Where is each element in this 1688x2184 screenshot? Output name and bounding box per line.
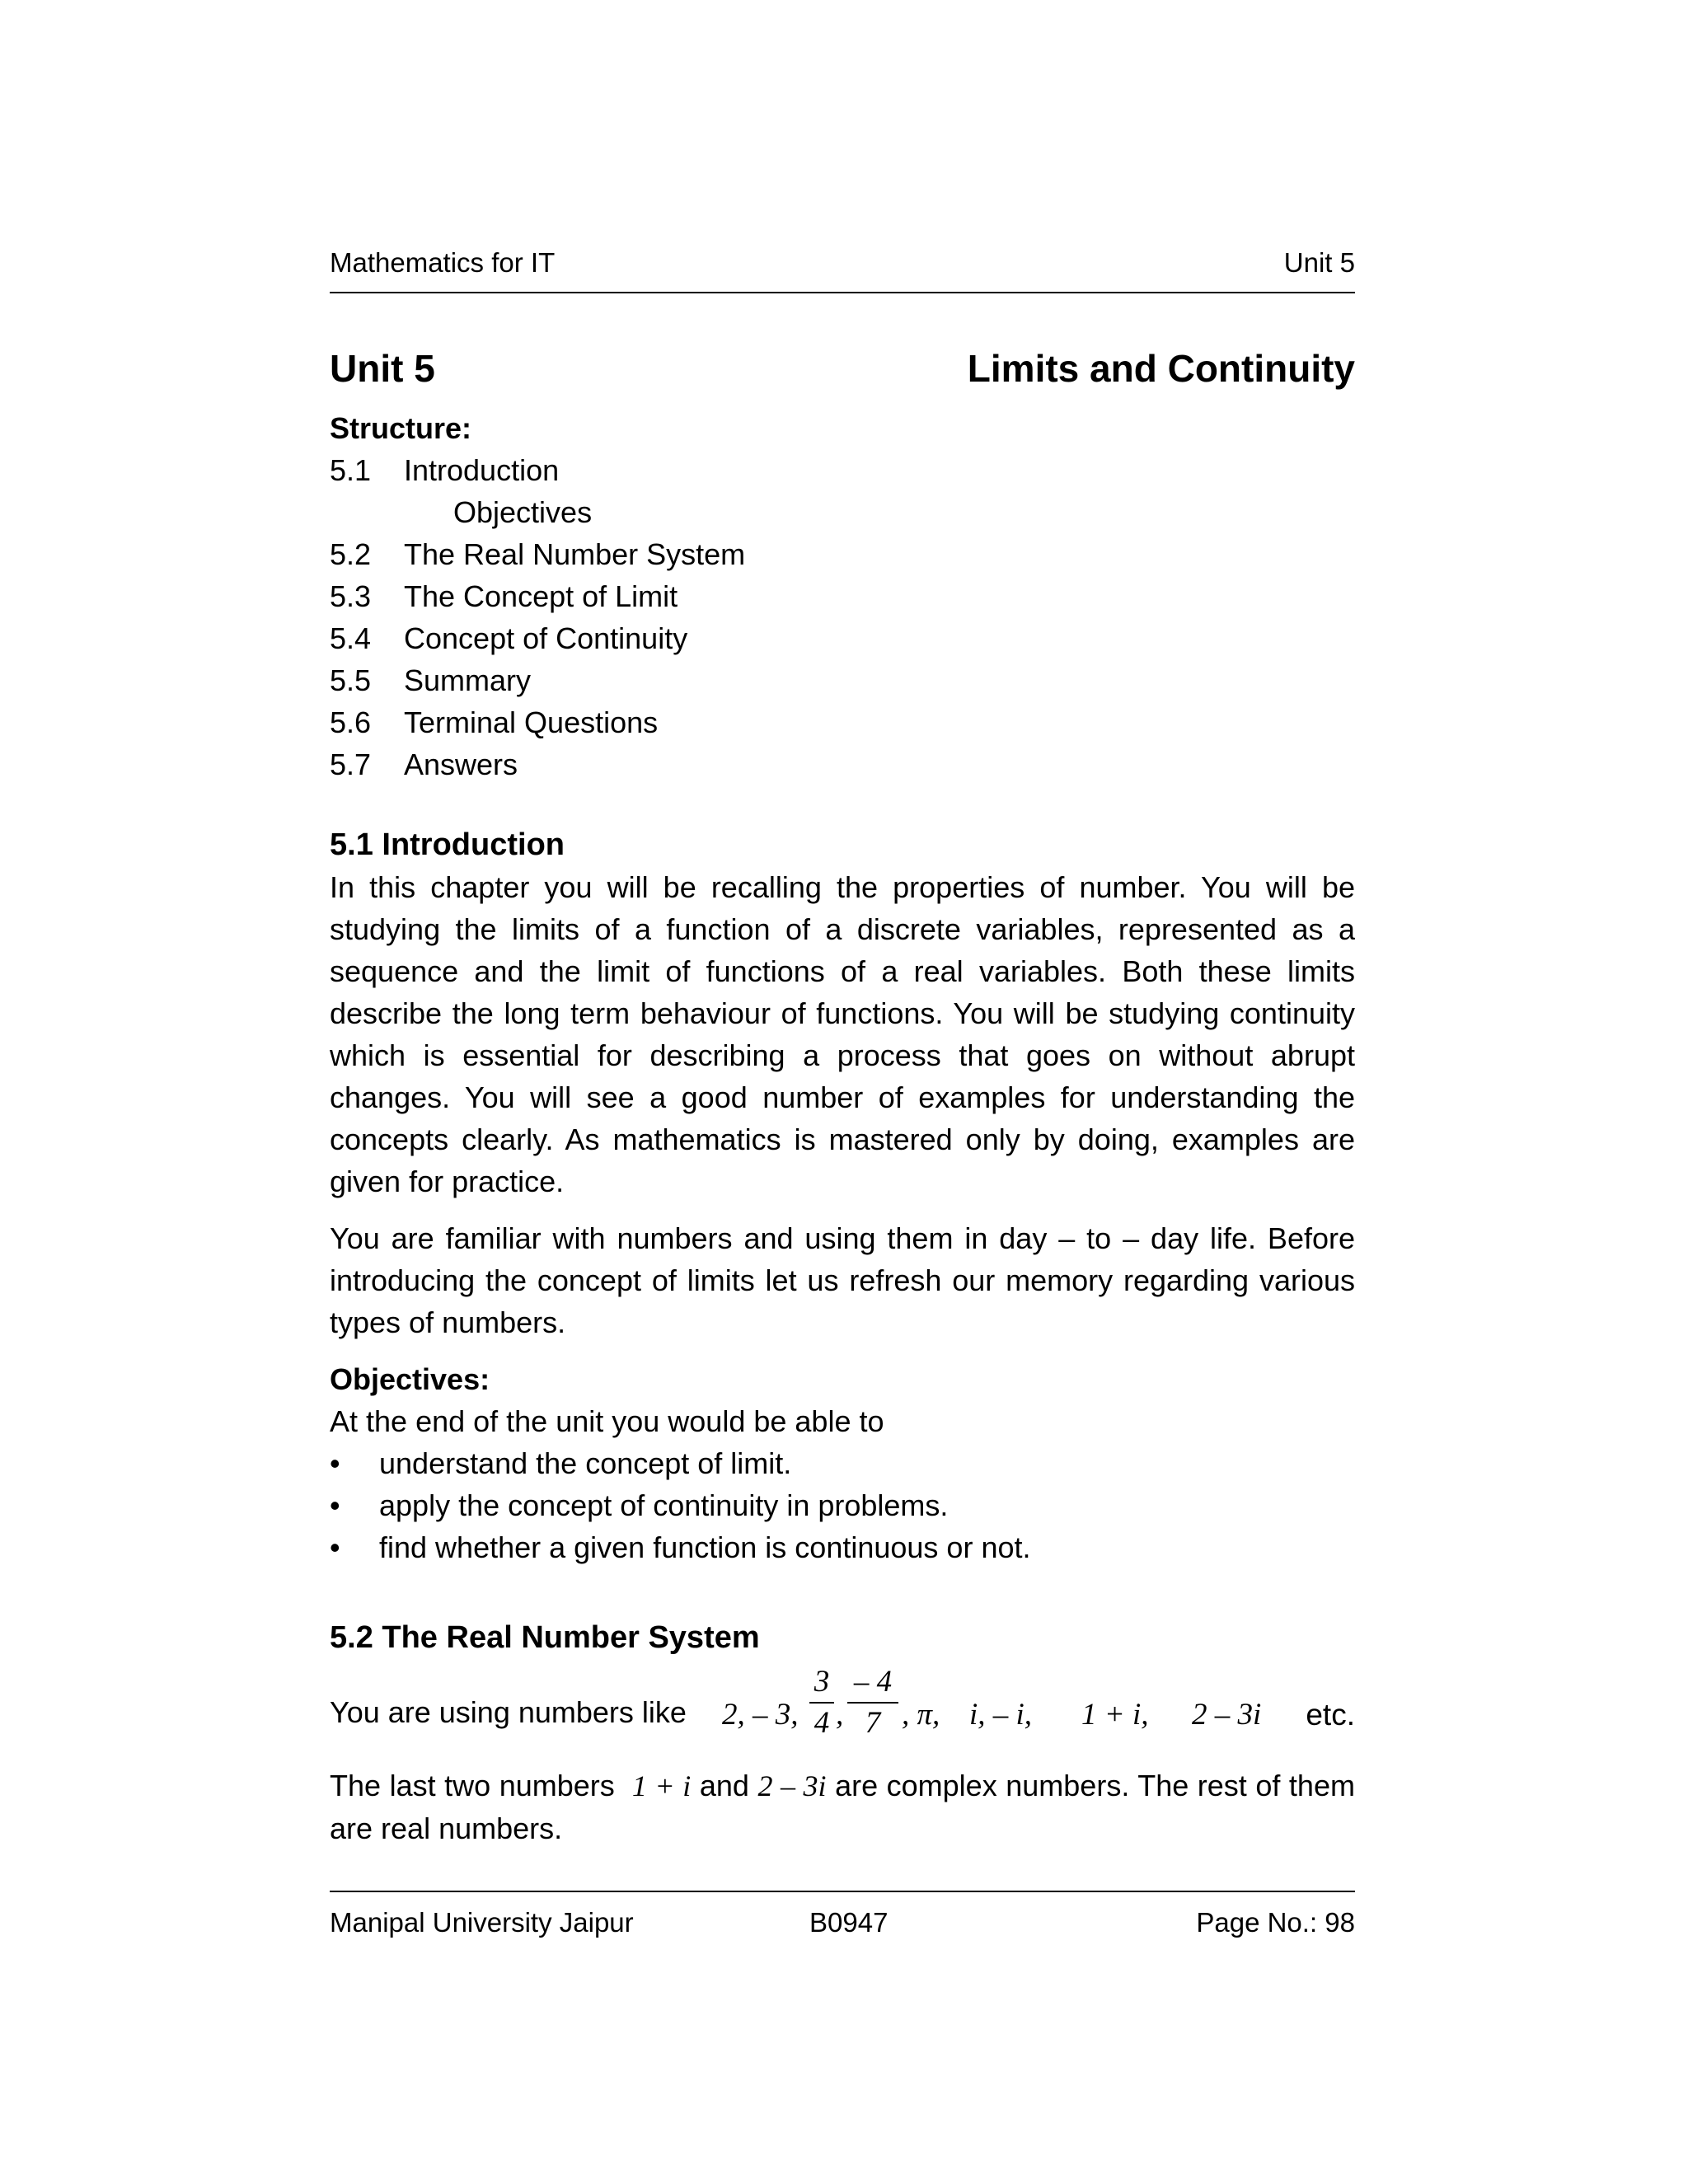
section-heading: 5.2 The Real Number System [330,1620,760,1655]
para-text: are complex numbers. The rest of them are real numbers. [330,1769,1355,1845]
objective-text: find whether a given function is continuous or not. [379,1530,1031,1564]
toc-item-title: The Concept of Limit [404,579,678,613]
running-header [330,247,1355,293]
math-pi: , π, [902,1698,940,1732]
toc-item [330,617,1355,659]
toc-item [330,701,1355,743]
toc-item-number: 5.4 [330,621,372,655]
fraction-numerator: – 4 [853,1665,893,1699]
structure-label: Structure: [330,411,472,445]
toc-item-number: 5.6 [330,705,372,739]
number-examples-line [330,1666,1355,1756]
math-etc: etc. [1306,1698,1355,1732]
toc-subitem: Objectives [453,495,593,529]
fraction-bar [847,1702,898,1704]
fraction-minus-four-sevenths [847,1666,898,1740]
fraction-numerator: 3 [814,1665,830,1699]
bullet-icon: • [330,1446,340,1480]
toc-item-number: 5.1 [330,453,372,487]
math-inline-2: 2 – 3i [757,1769,827,1802]
header-course-title: Mathematics for IT [330,247,556,278]
footer-code: B0947 [809,1907,889,1938]
toc-item-title: Answers [404,748,518,781]
header-unit-label: Unit 5 [1283,247,1355,278]
intro-paragraph-2: You are familiar with numbers and using them in day – to – day life. Before introducing the concept of limits let us refresh our memory regarding various types of numbers. [330,1221,1355,1339]
math-integers: 2, – 3, [722,1698,799,1732]
objective-text: apply the concept of continuity in problems. [379,1488,949,1522]
objective-text: understand the concept of limit. [379,1446,792,1480]
toc-item-number: 5.3 [330,579,372,613]
math-complex-2: 2 – 3i [1192,1698,1262,1732]
footer-page-number: Page No.: 98 [1196,1907,1355,1938]
number-examples-math [722,1666,1355,1756]
fraction-bar [809,1702,834,1704]
para-text: The last two numbers [330,1769,615,1802]
toc-item-number: 5.7 [330,748,372,781]
toc-item-number: 5.5 [330,663,372,697]
complex-numbers-paragraph [330,1765,1355,1849]
fraction-denominator: 4 [814,1706,830,1740]
toc-item-title: Introduction [404,453,560,487]
para-text: and [699,1769,749,1802]
running-footer [330,1891,1355,1938]
section-real-number-system [330,1617,1355,1879]
objectives-label: Objectives: [330,1362,490,1396]
toc-item-title: Concept of Continuity [404,621,688,655]
math-imaginary: i, – i, [969,1698,1033,1732]
objectives-intro: At the end of the unit you would be able to [330,1404,884,1438]
unit-title: Limits and Continuity [967,347,1355,390]
fraction-denominator: 7 [865,1706,881,1740]
toc-item [330,575,1355,617]
list-item [330,1484,1355,1526]
toc-item-title: The Real Number System [404,537,746,571]
toc-item-title: Summary [404,663,532,697]
document-page [330,0,1355,2184]
toc-item-number: 5.2 [330,537,372,571]
intro-paragraph-1: In this chapter you will be recalling the properties of number. You will be studying the limits of a function of a discrete variables, represented as a sequence and the limit of functions of a real variables. Both these limits describe the long term behaviour of functions. You will be studying continuity which is essential for describing a process that goes on without abrupt changes. You will see a good number of examples for understanding the concepts clearly. As mathematics is mastered only by doing, examples are given for practice. [330,870,1355,1198]
toc-item [330,743,1355,785]
objectives-list [330,1442,1355,1568]
toc-item [330,533,1355,575]
fraction-three-quarters [809,1666,834,1740]
footer-university: Manipal University Jaipur [330,1907,634,1938]
bullet-icon: • [330,1530,340,1564]
math-comma: , [836,1698,844,1732]
section-heading: 5.1 Introduction [330,827,565,862]
math-inline-1: 1 + i [631,1769,692,1802]
bullet-icon: • [330,1488,340,1522]
toc-item [330,449,1355,491]
math-complex-1: 1 + i, [1081,1698,1149,1732]
toc-item-title: Terminal Questions [404,705,659,739]
section-introduction [330,824,1355,1568]
toc-item [330,659,1355,701]
list-item [330,1526,1355,1568]
unit-number: Unit 5 [330,347,435,390]
number-examples-lead: You are using numbers like [330,1695,687,1729]
list-item [330,1442,1355,1484]
structure-toc [330,407,1355,785]
